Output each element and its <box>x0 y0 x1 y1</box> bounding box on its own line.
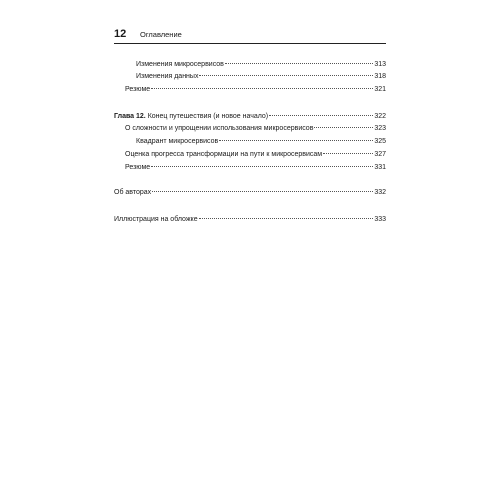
toc-leader-dots <box>152 191 373 192</box>
toc-entry-label: Резюме <box>125 164 151 171</box>
toc-entry-label: Конец путешествия (и новое начало) <box>145 113 269 120</box>
toc-entry-title <box>125 124 313 134</box>
toc-entry[interactable] <box>136 60 386 70</box>
running-title: Оглавление <box>140 30 182 39</box>
toc-entry[interactable] <box>114 112 386 122</box>
toc-entry-page: 333 <box>374 216 386 223</box>
toc-entry-label: Квадрант микросервисов <box>136 138 219 145</box>
toc-entry-title <box>114 188 151 198</box>
toc-entry[interactable] <box>125 150 386 160</box>
toc-entry-title <box>136 137 218 147</box>
toc-entry-label: Резюме <box>125 86 151 93</box>
toc-entry[interactable] <box>136 72 386 82</box>
toc-entry-label: Об авторах <box>114 189 152 196</box>
toc-entry-title <box>114 112 268 122</box>
toc-leader-dots <box>199 218 374 219</box>
toc-entry[interactable] <box>125 163 386 173</box>
toc-entry-page: 327 <box>374 151 386 158</box>
toc-entry-title <box>114 215 198 225</box>
toc-entry-label: Иллюстрация на обложке <box>114 216 198 223</box>
toc-entry-prefix: Глава 12. <box>114 113 146 120</box>
toc-entry-label: О сложности и упрощении использования микросервисов <box>125 125 314 132</box>
toc-entry-page: 332 <box>374 189 386 196</box>
toc-entry[interactable] <box>136 137 386 147</box>
page-header <box>114 27 386 44</box>
toc-entry-page: 331 <box>374 164 386 171</box>
toc-leader-dots <box>199 75 373 76</box>
page-number: 12 <box>114 28 127 40</box>
toc-leader-dots <box>151 166 373 167</box>
toc-entry-page: 318 <box>374 73 386 80</box>
toc-entry-page: 323 <box>374 125 386 132</box>
toc-entry-title <box>125 150 322 160</box>
toc-entry-title <box>136 60 224 70</box>
toc-leader-dots <box>225 63 373 64</box>
toc-entry-label: Изменения данных <box>136 73 199 80</box>
toc-entry-title <box>125 163 150 173</box>
toc-entry[interactable] <box>125 85 386 95</box>
toc-entry-label: Изменения микросервисов <box>136 61 224 68</box>
toc-leader-dots <box>269 115 373 116</box>
toc-leader-dots <box>151 88 373 89</box>
toc-entry-page: 322 <box>374 113 386 120</box>
toc-entry-page: 321 <box>374 86 386 93</box>
toc-leader-dots <box>323 153 373 154</box>
toc-leader-dots <box>314 127 373 128</box>
toc-entry-page: 313 <box>374 61 386 68</box>
toc-entry[interactable] <box>114 215 386 225</box>
toc-entry-title <box>136 72 198 82</box>
toc-entry-title <box>125 85 150 95</box>
toc-leader-dots <box>219 140 373 141</box>
toc-entry[interactable] <box>125 124 386 134</box>
toc-entry-page: 325 <box>374 138 386 145</box>
toc-entry-label: Оценка прогресса трансформации на пути к микросервисам <box>125 151 323 158</box>
toc-entry[interactable] <box>114 188 386 198</box>
